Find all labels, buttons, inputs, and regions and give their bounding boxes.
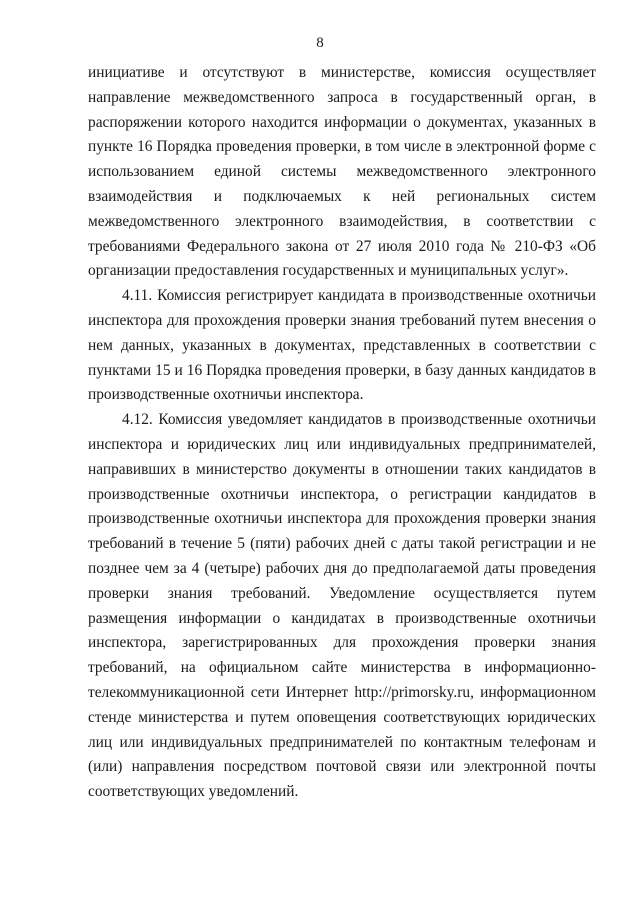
paragraph-4-11: 4.11. Комиссия регистрирует кандидата в производственные охотничьи инспектора для прохождения проверки знания требований путем внесения о нем данных, указанных в документах, представленных в соответствии с пунктами 15 и 16 Порядка проведения проверки, в базу данных кандидатов в производственные охотничьи инспектора. — [88, 287, 596, 404]
paragraph-4-12: 4.12. Комиссия уведомляет кандидатов в производственные охотничьи инспектора и юридических лиц или индивидуальных предпринимателей, направивших в министерство документы в отношении таких кандидатов в производственные охотничьи инспектора, о регистрации кандидатов в производственные охотничьи инспектора для прохождения проверки знания требований в течение 5 (пяти) рабочих дней с даты такой регистрации и не позднее чем за 4 (четыре) рабочих дня до предполагаемой даты проведения проверки знания требований. Уведомление осуществляется путем размещения информации о кандидатах в производственные охотничьи инспектора, зарегистрированных для прохождения проверки знания требований, на официальном сайте министерства в информационно-телекоммуникационной сети Интернет http://primorsky.ru, информационном стенде министерства и путем оповещения соответствующих юридических лиц или индивидуальных предпринимателей по контактным телефонам и (или) направления посредством почтовой связи или электронной почты соответствующих уведомлений. — [88, 411, 596, 801]
document-body — [88, 61, 596, 805]
page-number: 8 — [316, 35, 324, 51]
paragraph-continuation: инициативе и отсутствуют в министерстве, комиссия осуществляет направление межведомственного запроса в государственный орган, в распоряжении которого находится информации о документах, указанных в пункте 16 Порядка проведения проверки, в том числе в электронной форме с использованием единой системы межведомственного электронного взаимодействия и подключаемых к ней региональных систем межведомственного электронного взаимодействия, в соответствии с требованиями Федерального закона от 27 июля 2010 года № 210-ФЗ «Об организации предоставления государственных и муниципальных услуг». — [88, 64, 596, 280]
